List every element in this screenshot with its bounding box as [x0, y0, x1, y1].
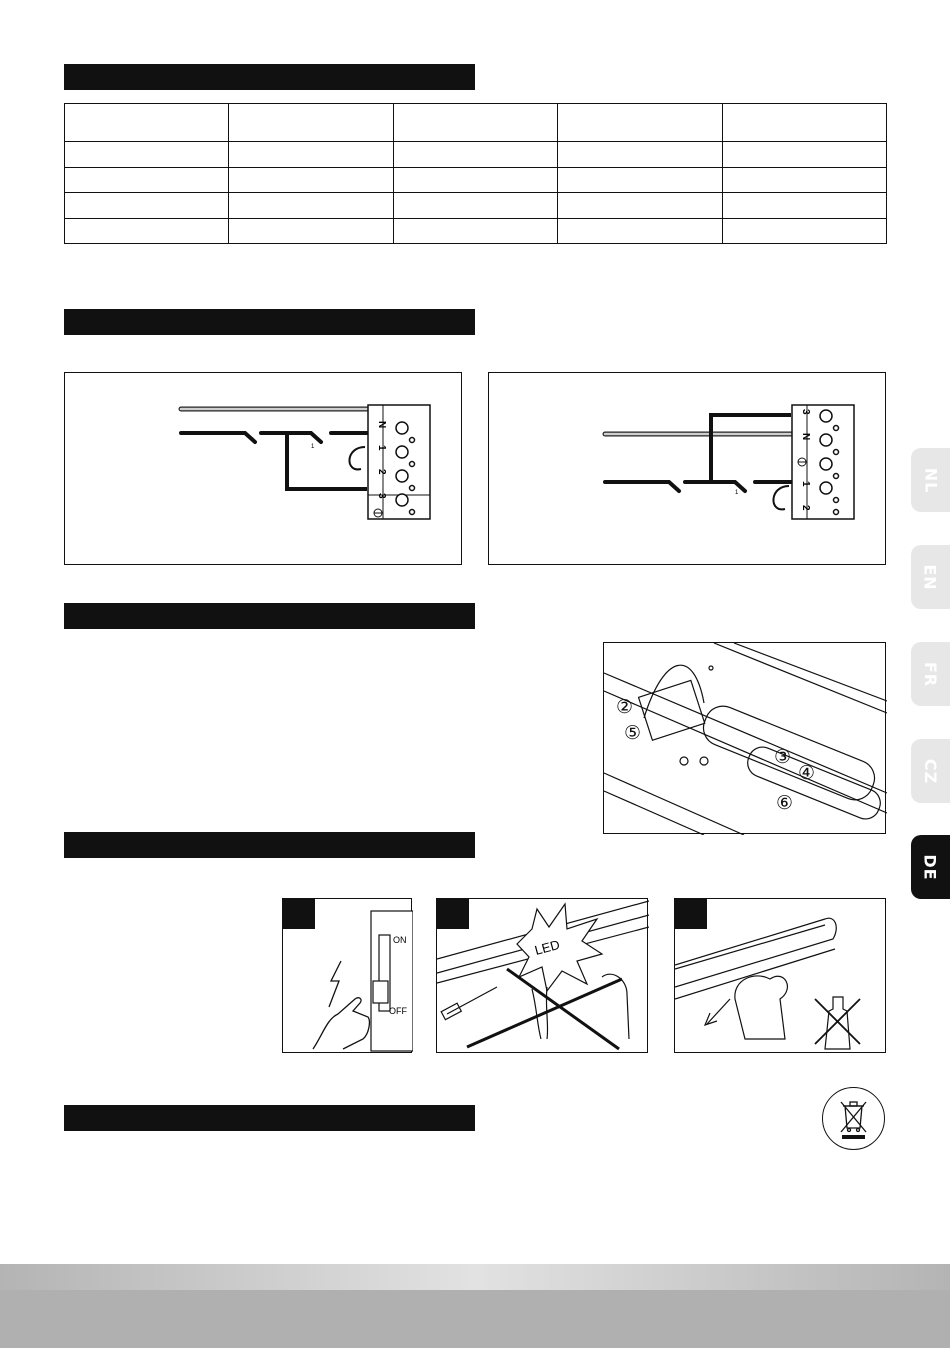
footer-gradient-band	[0, 1264, 950, 1290]
section-bar-disposal	[64, 1105, 475, 1131]
callout-4: ④	[798, 762, 816, 784]
tab-label: CZ	[921, 758, 940, 784]
installation-illustration	[603, 642, 886, 834]
table-row	[65, 142, 887, 168]
switch-off-label: OFF	[389, 1006, 407, 1016]
callout-3: ③	[774, 746, 792, 768]
callout-5: ⑤	[624, 722, 642, 744]
terminal-label-2: 2	[376, 469, 387, 475]
switch-on-label: ON	[393, 935, 407, 945]
table-row	[65, 193, 887, 219]
tab-label: FR	[921, 661, 940, 687]
terminal-label-2: 2	[800, 505, 811, 511]
terminal-label-n: N	[800, 433, 811, 441]
terminal-label-3: 3	[800, 409, 811, 415]
luminaire-open-housing-drawing	[604, 643, 887, 835]
tab-label: DE	[921, 853, 940, 881]
callout-6: ⑥	[776, 792, 794, 814]
callout-2: ②	[616, 696, 634, 718]
section-bar-installation	[64, 603, 475, 629]
led-label: LED	[533, 936, 562, 958]
tab-cz[interactable]	[911, 739, 950, 803]
hand-icon	[313, 998, 369, 1049]
tab-nl[interactable]	[911, 448, 950, 512]
terminal-label-n: N	[376, 421, 387, 429]
wiring-diagram-1-drawing	[65, 373, 463, 566]
table-header-row	[65, 104, 887, 142]
maintenance-step-2	[436, 898, 648, 1053]
specification-table	[64, 103, 887, 244]
tab-label: EN	[920, 563, 940, 591]
maintenance-step-1	[282, 898, 412, 1053]
wiring-diagram-1	[64, 372, 462, 565]
table-row	[65, 218, 887, 244]
cross-out-icon	[467, 979, 622, 1047]
do-not-touch-led-drawing	[437, 899, 649, 1054]
tab-label: NL	[921, 467, 940, 493]
tab-en[interactable]	[911, 545, 950, 609]
tab-de[interactable]	[911, 835, 950, 899]
terminal-label-1: 1	[376, 445, 387, 451]
terminal-label-1: 1	[800, 481, 811, 487]
clean-with-dry-cloth-drawing	[675, 899, 887, 1054]
tab-fr[interactable]	[911, 642, 950, 706]
terminal-label-3: 3	[376, 493, 387, 499]
section-bar-wiring	[64, 309, 475, 335]
section-bar-maintenance	[64, 832, 475, 858]
switch-mark: 1	[735, 490, 739, 496]
power-off-switch-drawing	[283, 899, 413, 1054]
wiring-diagram-2-drawing	[489, 373, 887, 566]
footer-band	[0, 1290, 950, 1348]
maintenance-step-3	[674, 898, 886, 1053]
weee-disposal-icon	[822, 1087, 885, 1150]
table-row	[65, 167, 887, 193]
lightning-icon	[329, 961, 341, 1007]
switch-mark: 1	[311, 444, 315, 450]
section-bar-specifications	[64, 64, 475, 90]
wiring-diagram-2	[488, 372, 886, 565]
